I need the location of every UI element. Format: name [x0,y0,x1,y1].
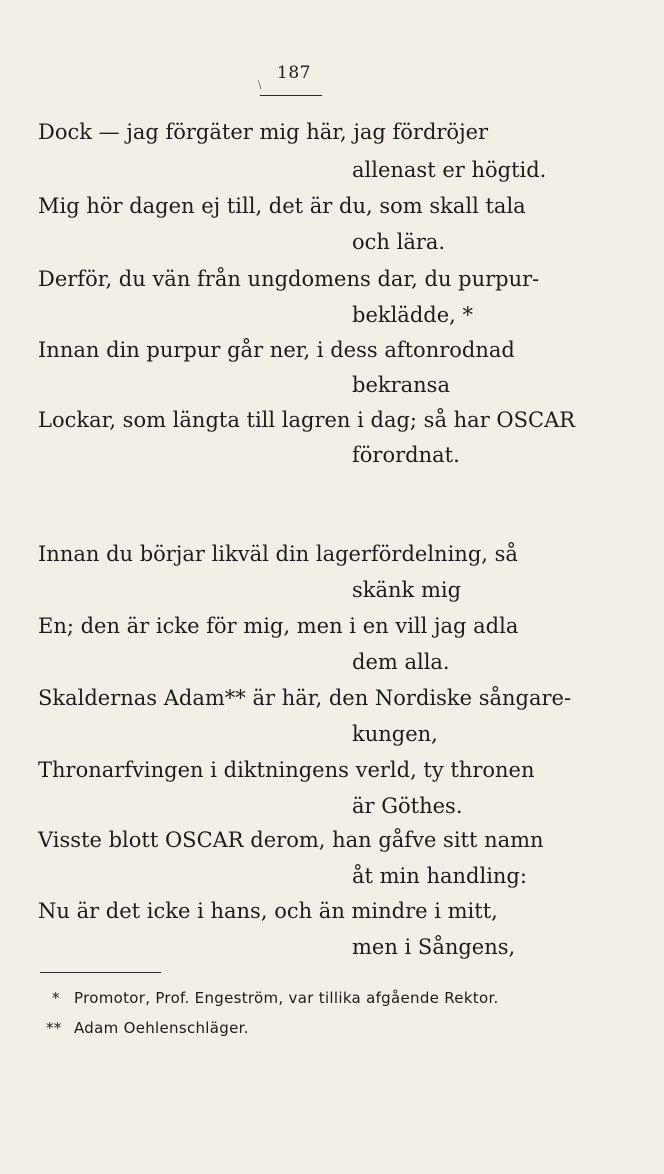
verse-continuation: dem alla. [352,650,450,674]
verse-line: Visste blott OSCAR derom, han gåfve sitt namn [38,828,544,852]
verse-continuation: bekransa [352,373,450,397]
verse-continuation: är Göthes. [352,794,463,818]
verse-line: Innan din purpur går ner, i dess aftonrodnad [38,338,515,362]
footnote [42,1018,249,1038]
verse-line: Innan du börjar likväl din lagerfördelning, så [38,542,518,566]
verse-continuation: förordnat. [352,443,460,467]
verse-line: Mig hör dagen ej till, det är du, som skall tala [38,194,526,218]
verse-line: Nu är det icke i hans, och än mindre i mitt, [38,899,498,923]
footnote-rule [40,972,161,973]
verse-line: Dock — jag förgäter mig här, jag fördröjer [38,120,489,144]
page-number: 187 [277,63,311,83]
verse-continuation: men i Sångens, [352,935,516,959]
footnote-mark: * [52,989,60,1007]
verse-continuation: och lära. [352,230,446,254]
footnote [42,988,499,1008]
footnote-text: Promotor, Prof. Engeström, var tillika afgående Rektor. [74,989,499,1007]
verse-line: Skaldernas Adam** är här, den Nordiske sångare- [38,686,572,710]
header-rule [260,95,322,96]
verse-continuation: åt min handling: [352,864,527,888]
footnote-mark: ** [46,1019,62,1037]
verse-line: En; den är icke för mig, men i en vill jag adla [38,614,519,638]
verse-continuation: kungen, [352,722,438,746]
footnote-text: Adam Oehlenschläger. [74,1019,249,1037]
verse-line: Derför, du vän från ungdomens dar, du purpur- [38,267,540,291]
verse-line: Lockar, som längta till lagren i dag; så har OSCAR [38,408,576,432]
verse-continuation: beklädde, * [352,303,473,327]
verse-continuation: skänk mig [352,578,462,602]
verse-continuation: allenast er högtid. [352,158,547,182]
header-mark: \ [258,80,262,91]
verse-line: Thronarfvingen i diktningens verld, ty thronen [38,758,535,782]
